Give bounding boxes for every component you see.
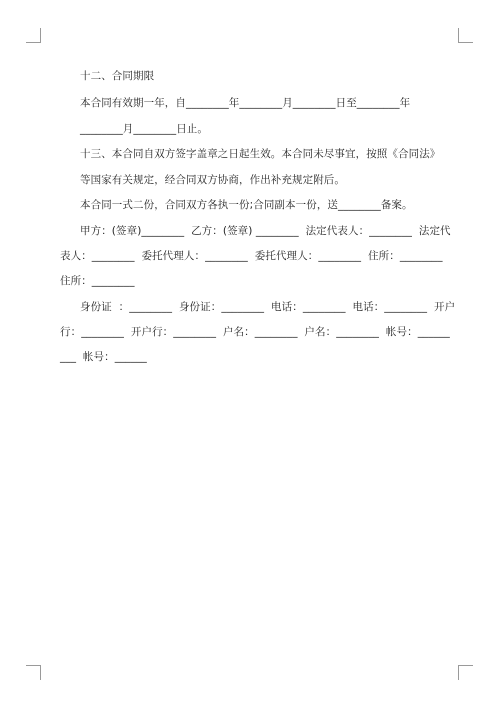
crop-mark-bottom-right: [458, 665, 473, 680]
contract-validity-line: 本合同有效期一年，自________年________月________日至________年: [80, 97, 411, 109]
bank-account-line: 行：________ 开户行：________ 户名：________ 户名：________ 帐号：______: [60, 326, 450, 338]
address-line: 住所：________: [60, 275, 135, 287]
crop-mark-bottom-left: [26, 665, 41, 680]
effectiveness-text-line: 等国家有关规定，经合同双方协商，作出补充规定附后。: [80, 174, 345, 186]
section-heading-contract-term: 十二、合同期限: [80, 70, 155, 82]
contract-end-date-line: ________月________日止。: [80, 123, 208, 135]
copies-line: 本合同一式二份，合同双方各执一份;合同副本一份，送________备案。: [80, 199, 413, 211]
section-heading-effectiveness: 十三、本合同自双方签字盖章之日起生效。本合同未尽事宜，按照《合同法》: [80, 148, 441, 160]
account-number-line: ___ 帐号：______: [60, 351, 147, 363]
id-phone-line: 身份证 ：________ 身份证：________ 电话：________ 电话：________ 开户: [80, 301, 456, 313]
signature-parties-line: 甲方：(签章)________ 乙方：(签章) ________ 法定代表人：________ 法定代: [80, 225, 451, 237]
crop-mark-top-left: [26, 28, 41, 43]
representatives-line: 表人：________ 委托代理人：________ 委托代理人：________ 住所：________: [60, 250, 443, 262]
crop-mark-top-right: [458, 28, 473, 43]
